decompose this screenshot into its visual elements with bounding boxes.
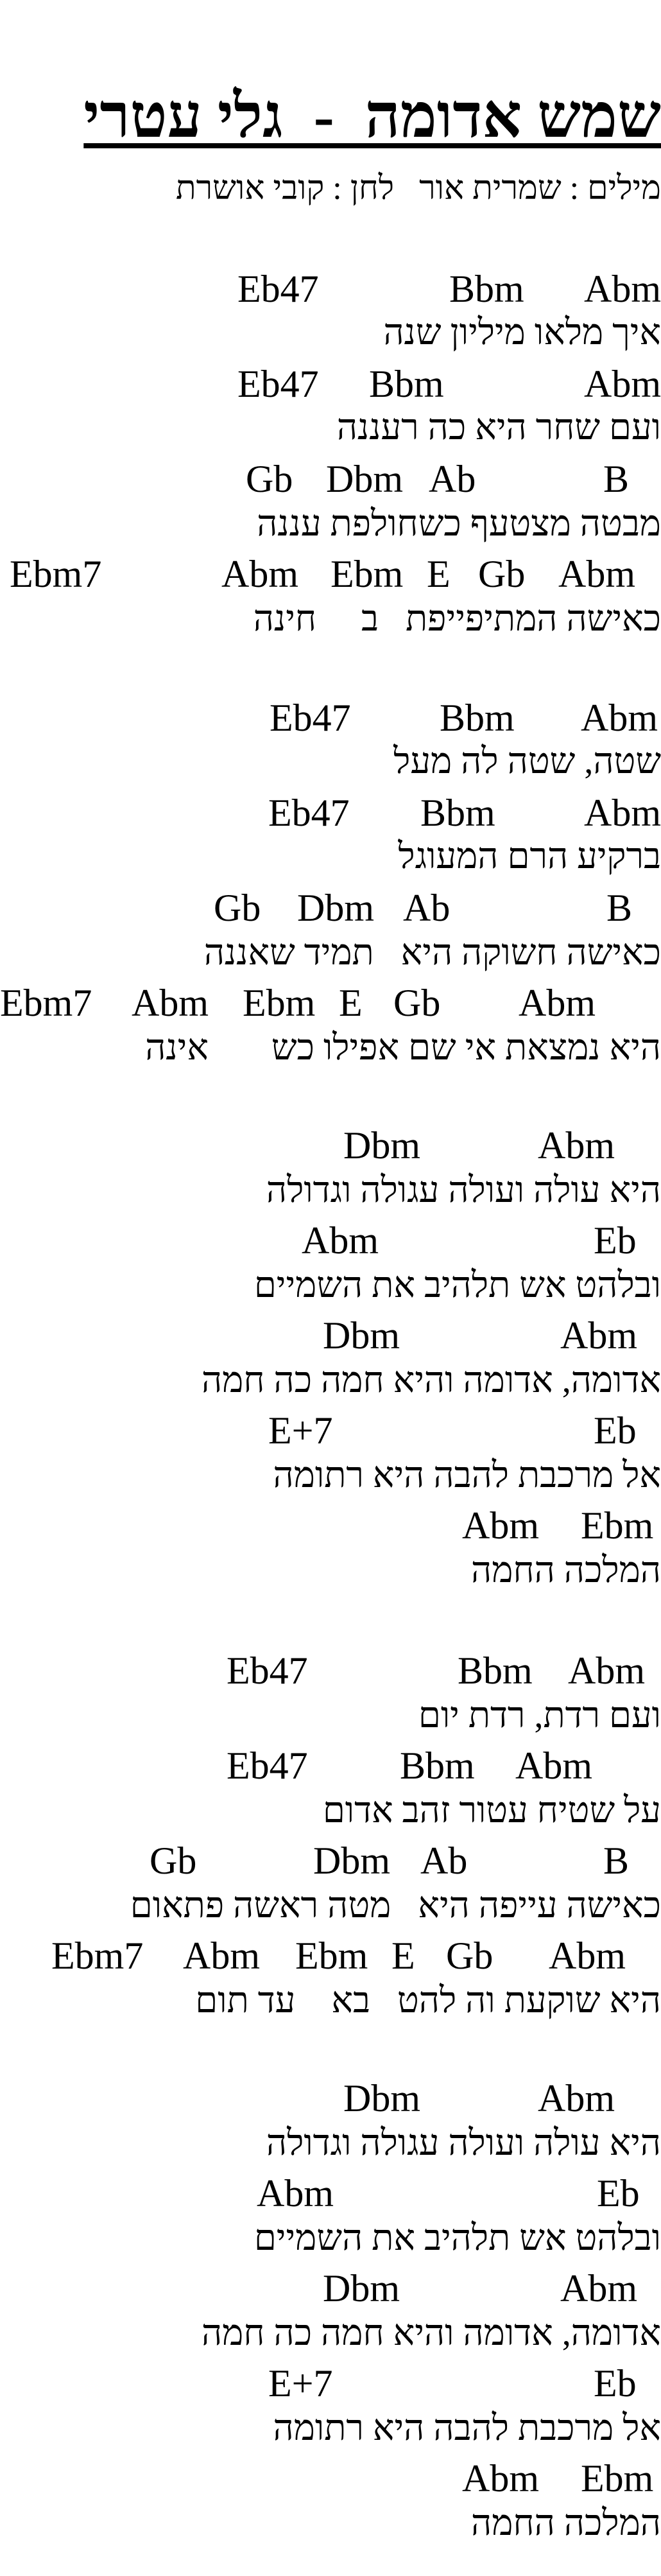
chord-label: Ebm <box>330 553 404 595</box>
chord-label: Eb47 <box>268 792 350 834</box>
chord-label: Gb <box>150 1840 197 1882</box>
lyric-text: היא נמצאת אי שם אפילו כש אינה <box>145 1028 661 1068</box>
chord-label: Ab <box>403 887 451 929</box>
lyric-row <box>0 1362 661 1404</box>
chord-label: Eb47 <box>237 363 319 405</box>
chord-row <box>0 794 661 835</box>
chord-label: Abm <box>519 982 596 1024</box>
chord-label: E <box>339 982 363 1024</box>
lyric-text: המלכה החמה <box>471 1551 661 1590</box>
chord-label: Abm <box>462 1504 539 1547</box>
lyric-text: כאישה חשוקה היא תמיד שאננה <box>203 933 661 973</box>
lyric-text: אדומה, אדומה והיא חמה כה חמה <box>201 2313 661 2353</box>
chord-label: Ab <box>420 1840 468 1882</box>
lyric-text: כאישה עייפה היא מטה ראשה פתאום <box>130 1886 661 1926</box>
chord-label: Gb <box>393 982 441 1024</box>
chord-label: Abm <box>558 553 635 595</box>
lyric-text: איך מלאו מיליון שנה <box>383 313 661 352</box>
chord-label: Bbm <box>420 792 495 834</box>
lyric-row <box>0 410 661 451</box>
chord-label: Gb <box>478 553 526 595</box>
chord-row <box>0 1841 661 1883</box>
chord-label: Ebm7 <box>0 982 92 1024</box>
lyric-row <box>0 1267 661 1309</box>
chord-row <box>0 1126 661 1167</box>
chord-label: Abm <box>538 2077 615 2119</box>
chord-label: Abm <box>515 1745 592 1787</box>
chord-row <box>0 1411 661 1452</box>
chord-label: Ebm <box>295 1935 368 1977</box>
lyric-row <box>0 1553 661 1594</box>
lyric-text: מבטה מצטעף כשחולפת עננה <box>257 504 661 544</box>
chord-label: Eb <box>594 1219 637 1262</box>
chord-label: Eb <box>594 2362 637 2405</box>
chord-label: Abm <box>568 1649 645 1692</box>
chord-label: Ebm <box>581 1504 654 1547</box>
chord-label: Dbm <box>323 1314 400 1357</box>
lyric-row <box>0 2505 661 2546</box>
chord-row <box>0 2364 661 2405</box>
lyric-text: על שטיח עטור זהב אדום <box>322 1791 661 1831</box>
chord-label: Abm <box>132 982 209 1024</box>
lyric-row <box>0 2125 661 2166</box>
chord-label: Abm <box>221 553 298 595</box>
chord-row <box>0 889 661 930</box>
song-credits: מילים : שמרית אור לחן : קובי אושרת <box>175 170 661 207</box>
lyric-text: ובלהט אש תלהיב את השמיים <box>253 2218 661 2258</box>
chord-label: Gb <box>214 887 261 929</box>
chord-label: Eb47 <box>227 1649 308 1692</box>
chord-label: Dbm <box>323 2267 400 2310</box>
chord-row <box>0 2269 661 2310</box>
chord-label: Bbm <box>458 1649 533 1692</box>
chord-label: E+7 <box>268 2362 333 2405</box>
chord-label: Ab <box>429 458 476 500</box>
chord-row <box>0 2079 661 2120</box>
chord-label: Ebm7 <box>10 553 102 595</box>
chord-label: Abm <box>257 2172 334 2215</box>
chord-row <box>0 1316 661 1357</box>
chord-row <box>0 984 661 1025</box>
lyric-text: כאישה המתיפייפת ב חינה <box>253 599 661 639</box>
lyric-row <box>0 744 661 785</box>
chord-label: E <box>427 553 451 595</box>
chord-label: Abm <box>538 1124 615 1167</box>
lyric-text: שטה, שטה לה מעל <box>393 742 661 781</box>
lyric-text: אל מרכבת להבה היא רתומה <box>273 2408 661 2448</box>
chord-label: Eb47 <box>270 697 351 739</box>
lyric-row <box>0 2410 661 2451</box>
chord-row <box>0 270 661 311</box>
chord-row <box>0 1651 661 1693</box>
chord-label: B <box>606 887 633 929</box>
chord-label: Abm <box>560 2267 637 2310</box>
chord-label: Abm <box>183 1935 260 1977</box>
chord-row <box>0 460 661 501</box>
lyric-row <box>0 2315 661 2356</box>
chord-label: Abm <box>581 697 658 739</box>
chord-label: Bbm <box>440 697 515 739</box>
chord-label: Eb47 <box>237 268 319 310</box>
chord-label: Abm <box>462 2457 539 2500</box>
chord-label: Dbm <box>343 2077 420 2119</box>
lyric-text: אדומה, אדומה והיא חמה כה חמה <box>201 1361 661 1400</box>
chord-label: Eb <box>597 2172 640 2215</box>
chord-row <box>0 1936 661 1978</box>
chord-row <box>0 1746 661 1788</box>
chord-row <box>0 1221 661 1262</box>
lyric-row <box>0 1458 661 1499</box>
lyric-row <box>0 839 661 880</box>
lyric-row <box>0 2220 661 2261</box>
lyric-row <box>0 1793 661 1834</box>
lyric-text: ועם רדת, רדת יום <box>418 1696 661 1736</box>
chord-label: Eb <box>594 1409 637 1452</box>
chord-row <box>0 1506 661 1547</box>
chord-label: E+7 <box>268 1409 333 1452</box>
chord-label: Abm <box>549 1935 626 1977</box>
chord-label: Ebm <box>243 982 316 1024</box>
chord-label: Bbm <box>400 1745 475 1787</box>
chord-label: Eb47 <box>227 1745 308 1787</box>
chord-row <box>0 699 661 740</box>
chord-label: Bbm <box>449 268 524 310</box>
chord-label: B <box>603 1840 630 1882</box>
lyric-row <box>0 1983 661 2024</box>
chord-label: Ebm7 <box>51 1935 144 1977</box>
chord-row <box>0 2459 661 2500</box>
lyric-text: המלכה החמה <box>471 2503 661 2543</box>
lyric-row <box>0 1888 661 1929</box>
lyric-text: היא עולה ועולה עגולה וגדולה <box>266 2123 661 2163</box>
chord-label: Abm <box>302 1219 379 1262</box>
chord-label: Dbm <box>326 458 403 500</box>
chord-label: Gb <box>446 1935 494 1977</box>
song-title: שמש אדומה - גלי עטרי <box>83 82 661 150</box>
lyric-text: ובלהט אש תלהיב את השמיים <box>253 1266 661 1305</box>
chord-label: Abm <box>584 363 661 405</box>
chord-label: Ebm <box>581 2457 654 2500</box>
lyric-row <box>0 1172 661 1214</box>
chord-row <box>0 555 661 596</box>
lyric-text: אל מרכבת להבה היא רתומה <box>273 1456 661 1495</box>
lyric-row <box>0 1030 661 1071</box>
chord-label: Bbm <box>369 363 444 405</box>
lyric-text: היא עולה ועולה עגולה וגדולה <box>266 1171 661 1210</box>
lyric-text: ועם שחר היא כה רעננה <box>336 408 661 448</box>
chord-row <box>0 365 661 406</box>
chord-label: E <box>391 1935 415 1977</box>
lyric-row <box>0 506 661 547</box>
chord-label: Gb <box>246 458 293 500</box>
chord-label: Abm <box>560 1314 637 1357</box>
chord-label: Dbm <box>343 1124 420 1167</box>
chord-label: Dbm <box>297 887 374 929</box>
lyric-row <box>0 315 661 356</box>
lyric-row <box>0 935 661 976</box>
chord-row <box>0 2174 661 2215</box>
chord-label: Dbm <box>313 1840 390 1882</box>
chord-label: Abm <box>584 792 661 834</box>
lyric-text: ברקיע הרם המעוגל <box>398 837 661 876</box>
lyric-row <box>0 1698 661 1739</box>
lyric-row <box>0 601 661 642</box>
chord-label: B <box>603 458 630 500</box>
lyric-text: היא שוקעת וה להט בא עד תום <box>195 1981 661 2021</box>
chord-label: Abm <box>584 268 661 310</box>
